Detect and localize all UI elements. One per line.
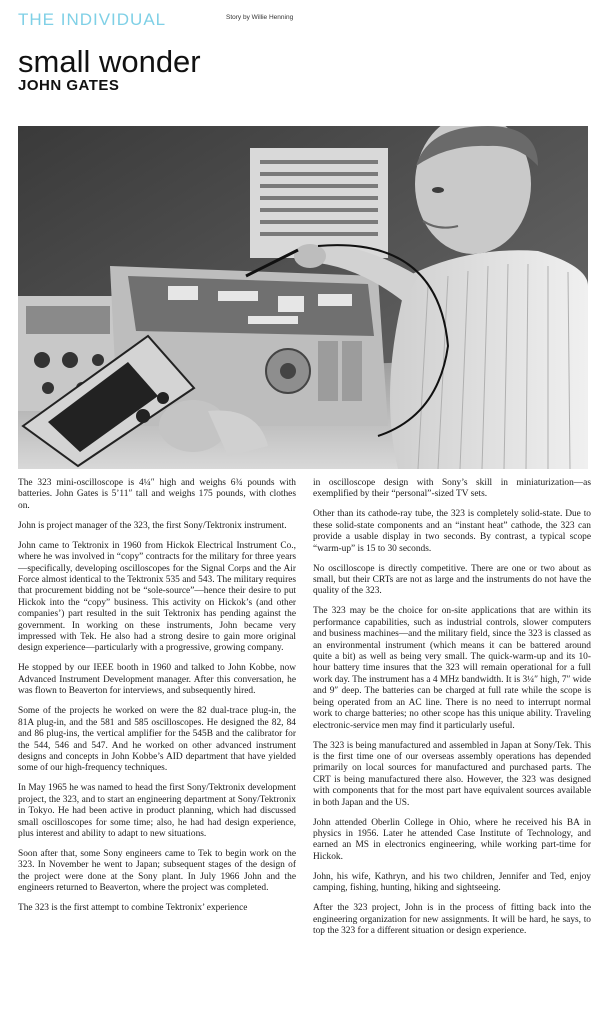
paragraph: John came to Tektronix in 1960 from Hickok Electrical Instrument Co., where he was involved in “copy” contracts for the military for three years—specifically, developing oscilloscopes for the Signal Corps and the Air Force almost identical to the Tektronix 535 and 543. The military requires that procurement bidding not be “sole-source”—hence their desire to put Hickok into the “copy” business. This activity on Hickok’s (and other companies’) part resulted in the suit Tektronix has pending against the government. In working on these instruments, John became very impressed with Tek. He also had a strong desire to gain more original design experience—particularly with a progressive, growing company. — [18, 540, 296, 654]
paragraph: Some of the projects he worked on were the 82 dual-trace plug-in, the 81A plug-in, and the 581 and 585 oscilloscopes. He designed the 82, 84 and 86 plug-ins, the vertical amplifier for the 545B and the calibrator for the 544, 546 and 547. And he worked on other advanced instrument designs and concepts in John Kobbe’s AID department that have yielded some of our high-frequency techniques. — [18, 706, 296, 774]
article-column-right — [313, 478, 591, 946]
paragraph: The 323 is being manufactured and assembled in Japan at Sony/Tek. This is the first time one of our overseas assembly operations has depended primarily on local sources for manufactured and purchased parts. The CRT is being manufactured there also. However, the 323 was designed with components that for the most part have equivalent sources available in both Japan and the US. — [313, 740, 591, 808]
article-title: small wonder — [18, 44, 201, 79]
photo-illustration — [18, 126, 588, 469]
paragraph: John attended Oberlin College in Ohio, where he received his BA in physics in 1956. Later he attended Case Institute of Technology, and earned an MS in electronics engineering, while working part-time for Hickok. — [313, 817, 591, 862]
paragraph: in oscilloscope design with Sony’s skill in miniaturization—as exemplified by their “personal”-sized TV sets. — [313, 478, 591, 500]
paragraph: Other than its cathode-ray tube, the 323 is completely solid-state. Due to these solid-state components and an “instant heat” cathode, the 323 can provide a usable display in two seconds. By contrast, a typical scope “warm-up” is 15 to 30 seconds. — [313, 509, 591, 554]
section-label: THE INDIVIDUAL — [18, 10, 167, 29]
paragraph: The 323 is the first attempt to combine Tektronix’ experience — [18, 903, 248, 914]
byline: Story by Willie Henning — [226, 14, 294, 21]
paragraph: John is project manager of the 323, the first Sony/Tektronix instrument. — [18, 520, 287, 531]
article-column-left — [18, 478, 296, 923]
paragraph: The 323 mini-oscilloscope is 4¼″ high and weighs 6¾ pounds with batteries. John Gates is 5’11″ tall and weighs 175 pounds, with clothes on. — [18, 478, 296, 511]
paragraph: He stopped by our IEEE booth in 1960 and talked to John Kobbe, now Advanced Instrument Development manager. After this conversation, he was flown to Beaverton for interviews, and subsequently hired. — [18, 663, 296, 697]
paragraph: No oscilloscope is directly competitive. There are one or two about as small, but their CRTs are not as large and the instruments do not have the quality of the 323. — [313, 563, 591, 597]
paragraph: In May 1965 he was named to head the first Sony/Tektronix development project, the 323, and to start an engineering department at Sony/Tektronix in Tokyo. He had been active in product planning, which had discussed small oscilloscopes for some time; also, he had had design experience, plus interest and ability to adapt to new situations. — [18, 783, 296, 839]
paragraph: John, his wife, Kathryn, and his two children, Jennifer and Ted, enjoy camping, fishing, hunting, hiking and sightseeing. — [313, 871, 591, 894]
article-subtitle: JOHN GATES — [18, 77, 120, 94]
paragraph: The 323 may be the choice for on-site applications that are within its performance capabilities, such as industrial controls, slower computers and business machines—and the military field, since the 323 is classed as an environmental instrument (which means it can be battered around quite a bit) as well as being very small. The quick-warm-up and its 10-hour battery time insures that the 323 will remain operational for a full work day. The instrument has a 4 MHz bandwidth. It is 3¼″ high, 7″ wide and 9″ deep. The batteries can be charged at full rate while the scope is being operated from an AC line. There is no need to interrupt normal work to charge batteries; no other scope has this unique ability. Traveling electronic-service men may find it particularly useful. — [313, 606, 591, 731]
paragraph: After the 323 project, John is in the process of fitting back into the engineering organization for new assignments. It will be hard, he says, to top the 323 for a different situation or design experience. — [313, 903, 591, 936]
paragraph: Soon after that, some Sony engineers came to Tek to begin work on the 323. In November he went to Japan; subsequent stages of the design of the project were done at the Sony plant. In July 1966 John and the engineers returned to Beaverton, where the project was completed. — [18, 848, 296, 894]
article-photo — [18, 126, 588, 469]
